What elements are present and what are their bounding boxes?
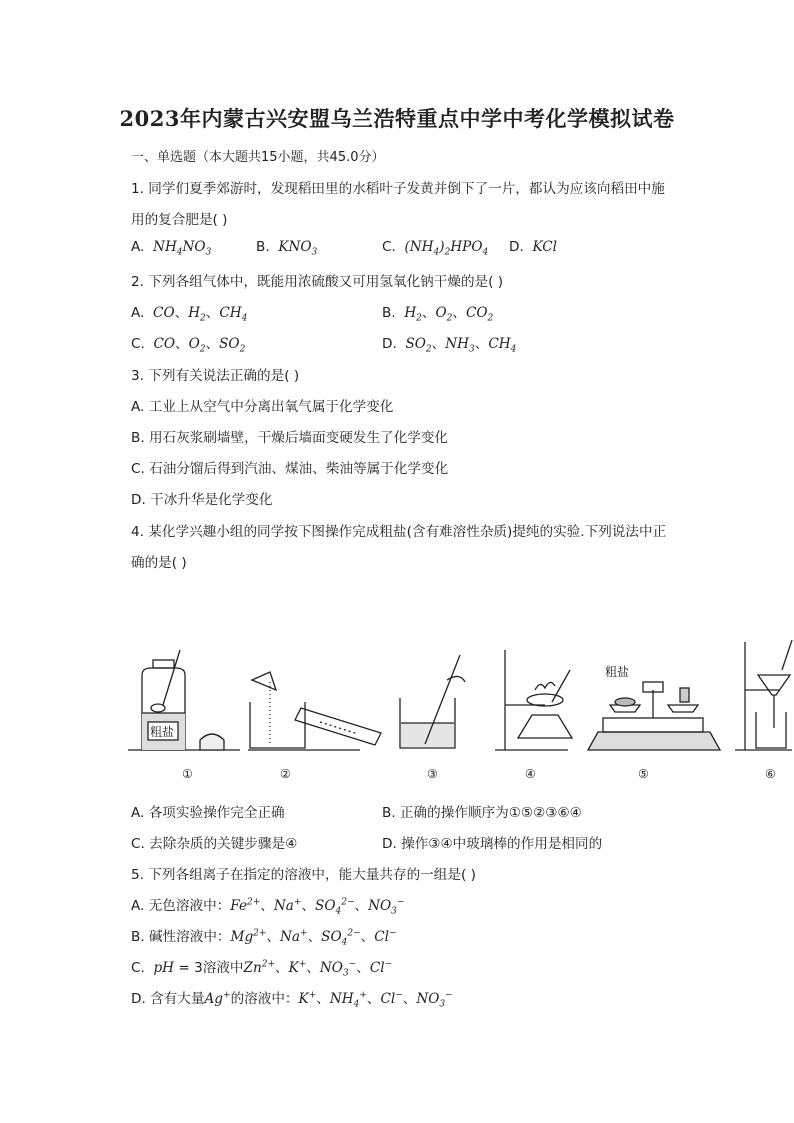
- q4-stem-line1: 4. 某化学兴趣小组的同学按下图操作完成粗盐(含有难溶性杂质)提纯的实验.下列说法中正: [131, 524, 667, 540]
- fig-label-4: ④: [525, 767, 536, 781]
- q2-option-c: C. CO、$O_2$、$SO_2$: [131, 336, 246, 355]
- q5-option-a: A. 无色溶液中：$Fe^{2+}$、Na+、$SO_4^{2-}$、$NO_3^-$: [131, 897, 405, 917]
- q1-option-d: D. KCl: [509, 239, 557, 255]
- q4-option-b: B. 正确的操作顺序为①⑤②③⑥④: [382, 805, 582, 821]
- page-title: 2023年内蒙古兴安盟乌兰浩特重点中学中考化学模拟试卷: [119, 106, 675, 131]
- fig-label-6: ⑥: [765, 767, 776, 781]
- q3-option-b: B. 用石灰浆刷墙壁，干燥后墙面变硬发生了化学变化: [131, 430, 449, 446]
- q4-stem-line2: 确的是( ): [131, 555, 187, 571]
- q5-option-d: D. 含有大量Ag+的溶液中：K+、$NH_4^+$、Cl−、$NO_3^-$: [131, 990, 453, 1010]
- q2-option-a: A. CO、$H_2$、$CH_4$: [131, 305, 248, 324]
- jar-stopper-icon: [200, 734, 224, 750]
- q1-stem-line1: 1. 同学们夏季郊游时，发现稻田里的水稻叶子发黄并倒下了一片，都认为应该向稻田中施: [131, 181, 665, 197]
- q3-stem: 3. 下列有关说法正确的是( ): [131, 368, 300, 384]
- q4-option-a: A. 各项实验操作完全正确: [131, 805, 285, 821]
- q1-option-c: C. $(NH_4)_2HPO_4$: [382, 239, 489, 258]
- q5-option-c: C. pH = 3溶液中$Zn^{2+}$、K+、$NO_3^-$、Cl−: [131, 959, 393, 979]
- q1-option-b: B. $KNO_3$: [256, 239, 318, 258]
- stirring-beaker-icon: [400, 655, 465, 748]
- q2-option-b: B. $H_2$、$O_2$、$CO_2$: [382, 305, 494, 324]
- q2-stem: 2. 下列各组气体中，既能用浓硫酸又可用氢氧化钠干燥的是( ): [131, 274, 504, 290]
- pouring-cylinder-icon: [248, 672, 381, 750]
- q5-stem: 5. 下列各组离子在指定的溶液中，能大量共存的一组是( ): [131, 867, 476, 883]
- balance-label: 粗盐: [605, 665, 630, 679]
- q3-option-c: C. 石油分馏后得到汽油、煤油、柴油等属于化学变化: [131, 461, 449, 477]
- q4-option-c: C. 去除杂质的关键步骤是④: [131, 836, 298, 852]
- q1-stem-line2: 用的复合肥是( ): [131, 212, 228, 228]
- fig-label-1: ①: [182, 767, 193, 781]
- evaporation-stand-icon: [495, 650, 572, 750]
- jar-label: 粗盐: [150, 725, 175, 739]
- filtration-stand-icon: [735, 640, 792, 750]
- q4-option-d: D. 操作③④中玻璃棒的作用是相同的: [382, 836, 603, 852]
- fig-label-2: ②: [280, 767, 291, 781]
- fig-label-5: ⑤: [638, 767, 649, 781]
- q1-option-a: A. $NH_4NO_3$: [131, 239, 212, 258]
- reagent-jar-icon: [142, 650, 185, 750]
- q3-option-d: D. 干冰升华是化学变化: [131, 492, 273, 508]
- q5-option-b: B. 碱性溶液中：$Mg^{2+}$、Na+、$SO_4^{2-}$、Cl−: [131, 928, 397, 948]
- section-heading: 一、单选题（本大题共15小题，共45.0分）: [131, 150, 385, 165]
- fig-label-3: ③: [427, 767, 438, 781]
- q3-option-a: A. 工业上从空气中分离出氧气属于化学变化: [131, 399, 394, 415]
- q2-option-d: D. $SO_2$、$NH_3$、$CH_4$: [382, 336, 517, 355]
- experiment-figure: [120, 610, 794, 790]
- balance-scale-icon: [588, 664, 720, 750]
